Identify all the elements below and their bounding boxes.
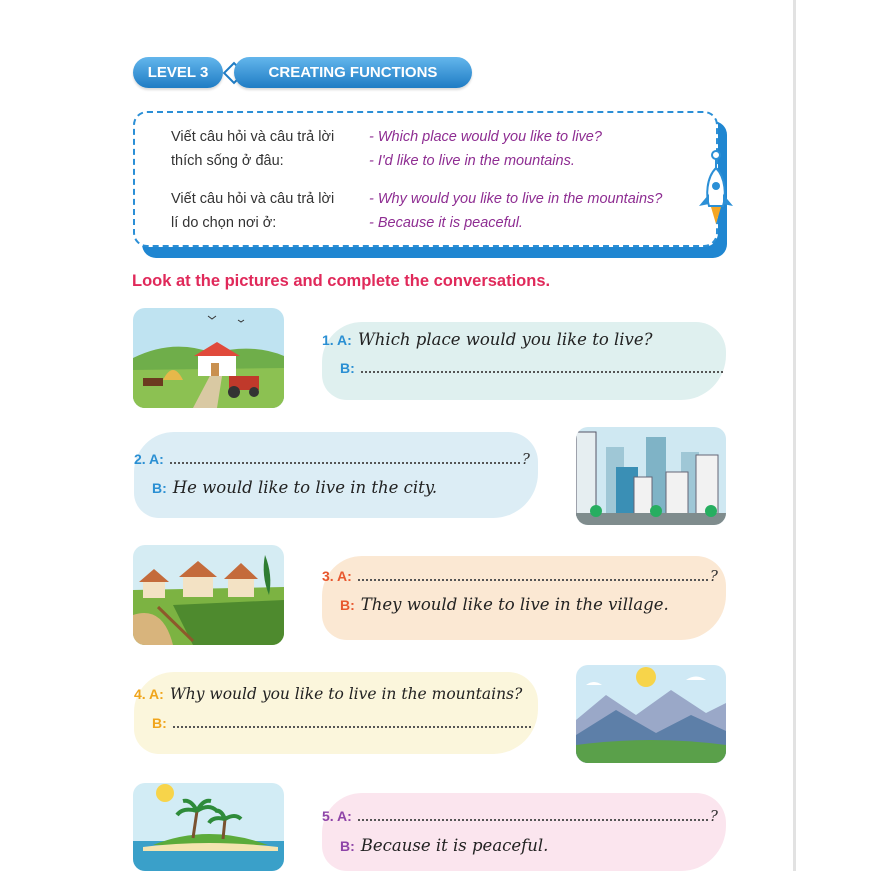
ex2-a-answer-blank[interactable] <box>170 452 520 464</box>
ex3-a-answer-blank[interactable] <box>358 569 708 581</box>
ex3-b-text: They would like to live in the village. <box>360 595 669 614</box>
ex4-b-label: B: <box>152 715 167 731</box>
ex1-line-b <box>340 360 723 376</box>
ex1-b-label: B: <box>340 360 355 376</box>
page-edge <box>793 0 796 871</box>
ex5-line-b <box>340 836 548 855</box>
section-title: CREATING FUNCTIONS <box>268 64 438 81</box>
info-row2-vi <box>171 187 334 235</box>
ex5-b-label: B: <box>340 838 355 854</box>
ex4-line-a <box>134 685 522 703</box>
ex1-a-text: Which place would you like to live? <box>357 330 653 349</box>
ex4-b-answer-blank[interactable] <box>173 716 531 728</box>
ex5-brush-bg <box>322 793 726 871</box>
ex2-brush-bg <box>134 432 538 518</box>
ex3-question-mark: ? <box>709 567 718 585</box>
level-badge <box>133 57 223 88</box>
ex2-a-label: 2. A: <box>134 451 164 467</box>
ex5-question-mark: ? <box>709 807 718 825</box>
ex4-a-text: Why would you like to live in the mountains? <box>169 685 523 703</box>
info-row1-en-line2: - I'd like to live in the mountains. <box>369 153 575 169</box>
info-row1-en-line1: - Which place would you like to live? <box>369 129 602 145</box>
info-row2-vi-line2: lí do chọn nơi ở: <box>171 215 277 231</box>
info-row2-en <box>369 187 662 235</box>
info-row1-vi <box>171 125 334 173</box>
mountains-picture <box>576 665 726 763</box>
city-picture <box>576 427 726 525</box>
ex4-line-b <box>152 715 531 731</box>
ex5-a-answer-blank[interactable] <box>358 809 708 821</box>
section-title-badge <box>234 57 472 88</box>
ex2-b-text: He would like to live in the city. <box>172 478 438 497</box>
info-row2-vi-line1: Viết câu hỏi và câu trả lời <box>171 191 335 207</box>
ex3-b-label: B: <box>340 597 355 613</box>
ex5-line-a <box>322 807 718 825</box>
ex5-b-text: Because it is peaceful. <box>360 836 549 855</box>
ex4-a-label: 4. A: <box>134 686 164 702</box>
village-picture <box>133 545 284 645</box>
instruction: Look at the pictures and complete the conversations. <box>132 272 551 290</box>
ex1-a-label: 1. A: <box>322 332 352 348</box>
ex3-line-b <box>340 595 669 614</box>
info-row2-en-line1: - Why would you like to live in the mountains? <box>369 191 663 207</box>
ex2-line-a <box>134 450 530 468</box>
info-row1-vi-line2: thích sống ở đâu: <box>171 153 284 169</box>
ex2-line-b <box>152 478 437 497</box>
ex1-line-a <box>322 330 652 349</box>
info-row1-en <box>369 125 602 173</box>
ex5-a-label: 5. A: <box>322 808 352 824</box>
ex2-b-label: B: <box>152 480 167 496</box>
ex1-b-answer-blank[interactable] <box>361 361 723 373</box>
ex2-question-mark: ? <box>521 450 530 468</box>
level-label: LEVEL 3 <box>147 64 209 81</box>
info-row1-vi-line1: Viết câu hỏi và câu trả lời <box>171 129 335 145</box>
ex3-a-label: 3. A: <box>322 568 352 584</box>
island-picture <box>133 783 284 871</box>
info-row2-en-line2: - Because it is peaceful. <box>369 215 523 231</box>
rocket-icon <box>696 150 736 230</box>
countryside-picture <box>133 308 284 408</box>
ex3-line-a <box>322 567 718 585</box>
